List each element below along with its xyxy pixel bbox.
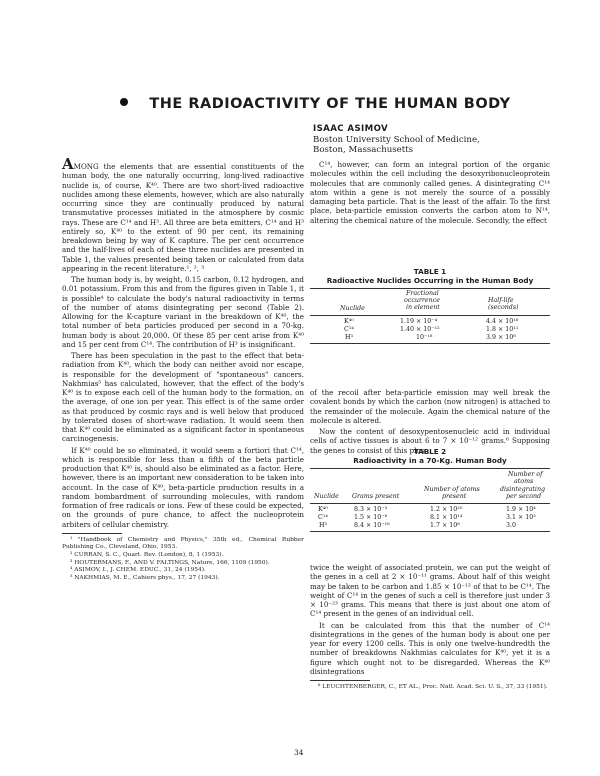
table-cell: 3.1 × 10³ [506, 514, 536, 521]
footnote-3: ³ HOUTERMANS, F., AND V. FALTINGS, Nature, 166, 1109 (1950). [70, 559, 270, 566]
table-1-header [310, 289, 550, 315]
table-1-label: TABLE 1 [413, 267, 447, 276]
table-1-mid-rule [310, 315, 550, 316]
author-name: ISAAC ASIMOV [313, 124, 389, 134]
table-1-head-fraction-1: Fractional [406, 290, 439, 297]
author-block [313, 124, 480, 156]
table-2-head-nuclide: Nuclide [314, 493, 339, 500]
paragraph-8: twice the weight of associated protein, we can put the weight of the genes in a cell at 2 × 10⁻¹¹ grams. About half of this weight may be taken to be carbon and 1.85 × 10⁻¹² of that to be C¹⁴. The weight of C¹⁴ in the genes of such a cell is therefore just under 3 × 10⁻²³ grams. This means that there is just about one atom of C¹⁴ present in the genes of an individual cell. [310, 563, 550, 619]
table-2-mid-rule [310, 503, 550, 504]
left-column [62, 155, 304, 582]
table-cell: 4.4 × 10¹⁶ [486, 318, 519, 325]
table-cell: 1.9 × 10⁴ [506, 506, 536, 513]
paragraph-3: There has been speculation in the past to the effect that beta-radiation from K⁴⁰, which the body can neither avoid nor escape, is responsible for the development of "spontaneous" cancers. Nakhmias⁵ has calculated, however, that the effect of the body's K⁴⁰ is to expose each cell of the human body to the formation, on the average, of one ion per year. This effect is of the same order as that produced by cosmic rays and is well below that produced by tolerated doses of short-wave radiation. It would seem then that K⁴⁰ could be eliminated as a significant factor in spontaneous carcinogenesis. [62, 351, 304, 444]
drop-cap: A [62, 155, 74, 173]
table-cell: 1.19 × 10⁻⁴ [400, 318, 438, 325]
footnote-4: ⁴ ASIMOV, I., J. CHEM. EDUC., 31, 24 (1954). [70, 567, 206, 574]
table-row [310, 318, 550, 326]
table-cell: H³ [345, 334, 354, 341]
table-2-header [310, 469, 550, 503]
right-column-bottom [310, 563, 550, 692]
affiliation-line-1: Boston University School of Medicine, [313, 134, 480, 145]
table-cell: H³ [319, 522, 328, 529]
table-2-head-dis-4: per second [506, 493, 542, 500]
paragraph-2: The human body is, by weight, 0.15 carbon, 0.12 hydrogen, and 0.01 potassium. From this and from the figures given in Table 1, it is possible⁴ to calculate the body's natural radioactivity in terms of the number of atoms disintegrating per second (Table 2). Allowing for the K-capture variant in the breakdown of K⁴⁰, the total number of beta particles produced per second in a 70-kg. human body is about 20,000. Of these 85 per cent arise from K⁴⁰ and 15 per cent from C¹⁴. The contribution of H³ is insignificant. [62, 275, 304, 349]
footnote-rule-right [310, 680, 370, 681]
footnote-5: ⁵ NAKHMIAS, M. E., Cahiers phys., 17, 27 (1943). [70, 574, 220, 581]
table-row [310, 522, 550, 530]
paragraph-5: C¹⁴, however, can form an integral portion of the organic molecules within the cell including the desoxyribonucleoprotein molecules that are commonly called genes. A disintegrating C¹⁴ atom within a gene is not merely the source of a possibly damaging beta particle. That is the least of the affair. To the first place, beta-particle emission converts the carbon atom to N¹⁴, altering the chemical nature of the molecule. Secondly, the effect [310, 160, 550, 225]
footnote-6: ⁶ LEUCHTENBERGER, C., ET AL., Proc. Natl. Acad. Sci. U. S., 37, 33 (1951). [318, 684, 548, 690]
table-2-head-dis-1: Number of [508, 471, 543, 478]
table-cell: 8.4 × 10⁻¹⁶ [354, 522, 390, 529]
footnote-1: ¹ "Handbook of Chemistry and Physics," 35th ed., Chemical Rubber Publishing Co., Cleveland, Ohio, 1953. [62, 536, 304, 551]
table-cell: 3.9 × 10⁸ [486, 334, 516, 341]
table-cell: 8.1 × 10¹⁴ [430, 514, 463, 521]
table-cell: 1.7 × 10⁸ [430, 522, 460, 529]
table-cell: 3.0 [506, 522, 517, 529]
article-title: THE RADIOACTIVITY OF THE HUMAN BODY [149, 96, 511, 112]
table-2 [310, 448, 550, 532]
table-1-head-fraction-2: occurrence [404, 297, 440, 304]
table-2-label: TABLE 2 [413, 447, 447, 456]
table-2-head-atoms-1: Number of atoms [424, 486, 480, 493]
paragraph-1-text: MONG the elements that are essential constituents of the human body, the one naturally occurring, long-lived radioactive nuclide is, of course, K⁴⁰. There are two short-lived radioactive nuclides among these elements, however, which are also naturally occurring since they are continually produced by natural transmutative processes initiated in the atmosphere by cosmic rays. These are C¹⁴ and H³. All three are beta emitters, C¹⁴ and H³ entirely so, K⁴⁰ to the extent of 90 per cent, its remaining breakdown being by way of K capture. The per cent occurrence and the half-lives of each of these three nuclides are presented in Table 1, the values presented being taken or calculated from data appearing in the recent literature.¹, ², ³ [62, 162, 304, 273]
paragraph-9: It can be calculated from this that the number of C¹⁴ disintegrations in the genes of the human body is about one per year for every 1200 cells. This is only one twelve-hundredth the number of breakdowns Nakhmias calculates for K⁴⁰, yet it is a figure which ought not to be disregarded. Whereas the K⁴⁰ disintegrations [310, 620, 550, 676]
page-number: 34 [294, 748, 304, 757]
table-2-head-dis-2: atoms [514, 478, 534, 485]
right-column-top [310, 160, 550, 227]
table-2-head-atoms-2: present [442, 493, 467, 500]
table-cell: 1.5 × 10⁻⁸ [354, 514, 388, 521]
paragraph-7: Now the content of desoxypentosenucleic acid in individual cells of active tissues is about 6 to 7 × 10⁻¹² grams.⁶ Supposing the genes to consist of this plus [310, 427, 550, 455]
table-cell: C¹⁴ [344, 326, 354, 333]
table-cell: 1.2 × 10²⁰ [430, 506, 463, 513]
paragraph-1 [62, 155, 304, 273]
table-2-caption: Radioactivity in a 70-Kg. Human Body [353, 455, 507, 465]
table-1-head-fraction-3: in element [406, 304, 440, 311]
footnote-rule [62, 533, 122, 534]
table-cell: 10⁻¹⁸ [416, 334, 433, 341]
footnotes-left [62, 537, 304, 583]
paragraph-6: of the recoil after beta-particle emission may well break the covalent bonds by which the carbon (now nitrogen) is attached to the remainder of the molecule. Again the chemical nature of the molecule is altered. [310, 388, 550, 425]
table-cell: 1.8 × 10¹¹ [486, 326, 519, 333]
table-1 [310, 268, 550, 344]
table-row [310, 334, 550, 342]
table-2-head-dis-3: disintegrating [500, 486, 546, 493]
table-row [310, 514, 550, 522]
table-cell: K⁴⁰ [344, 318, 354, 325]
table-1-head-half-1: Half-life [488, 297, 514, 304]
table-cell: C¹⁴ [318, 514, 328, 521]
table-row [310, 506, 550, 514]
footnote-2: ² CURRAN, S. C., Quart. Rev. (London), 8, 1 (1953). [70, 551, 224, 558]
table-1-bottom-rule [310, 343, 550, 344]
table-1-caption: Radioactive Nuclides Occurring in the Human Body [326, 275, 534, 285]
table-1-head-half-2: (seconds) [488, 304, 519, 311]
table-1-head-nuclide: Nuclide [340, 305, 365, 312]
table-2-bottom-rule [310, 531, 550, 532]
footnotes-right [310, 684, 550, 692]
table-cell: 8.3 × 10⁻³ [354, 506, 388, 513]
table-2-head-grams: Grams present [352, 493, 400, 500]
affiliation-line-2: Boston, Massachusetts [313, 145, 414, 155]
table-row [310, 326, 550, 334]
paragraph-4: If K⁴⁰ could be so eliminated, it would seem a fortiori that C¹⁴, which is responsible for less than a fifth of the beta particle production that K⁴⁰ is, should also be eliminated as a factor. Here, however, there is an important new consideration to be taken into account. In the case of K⁴⁰, beta-particle production results in a random bombardment of surrounding molecules, with random formation of free radicals or ions. Few of these could be expected, on the grounds of pure chance, to affect the nucleoprotein arbiters of cellular chemistry. [62, 445, 304, 529]
table-cell: 1.40 × 10⁻¹² [400, 326, 440, 333]
table-cell: K⁴⁰ [318, 506, 328, 513]
